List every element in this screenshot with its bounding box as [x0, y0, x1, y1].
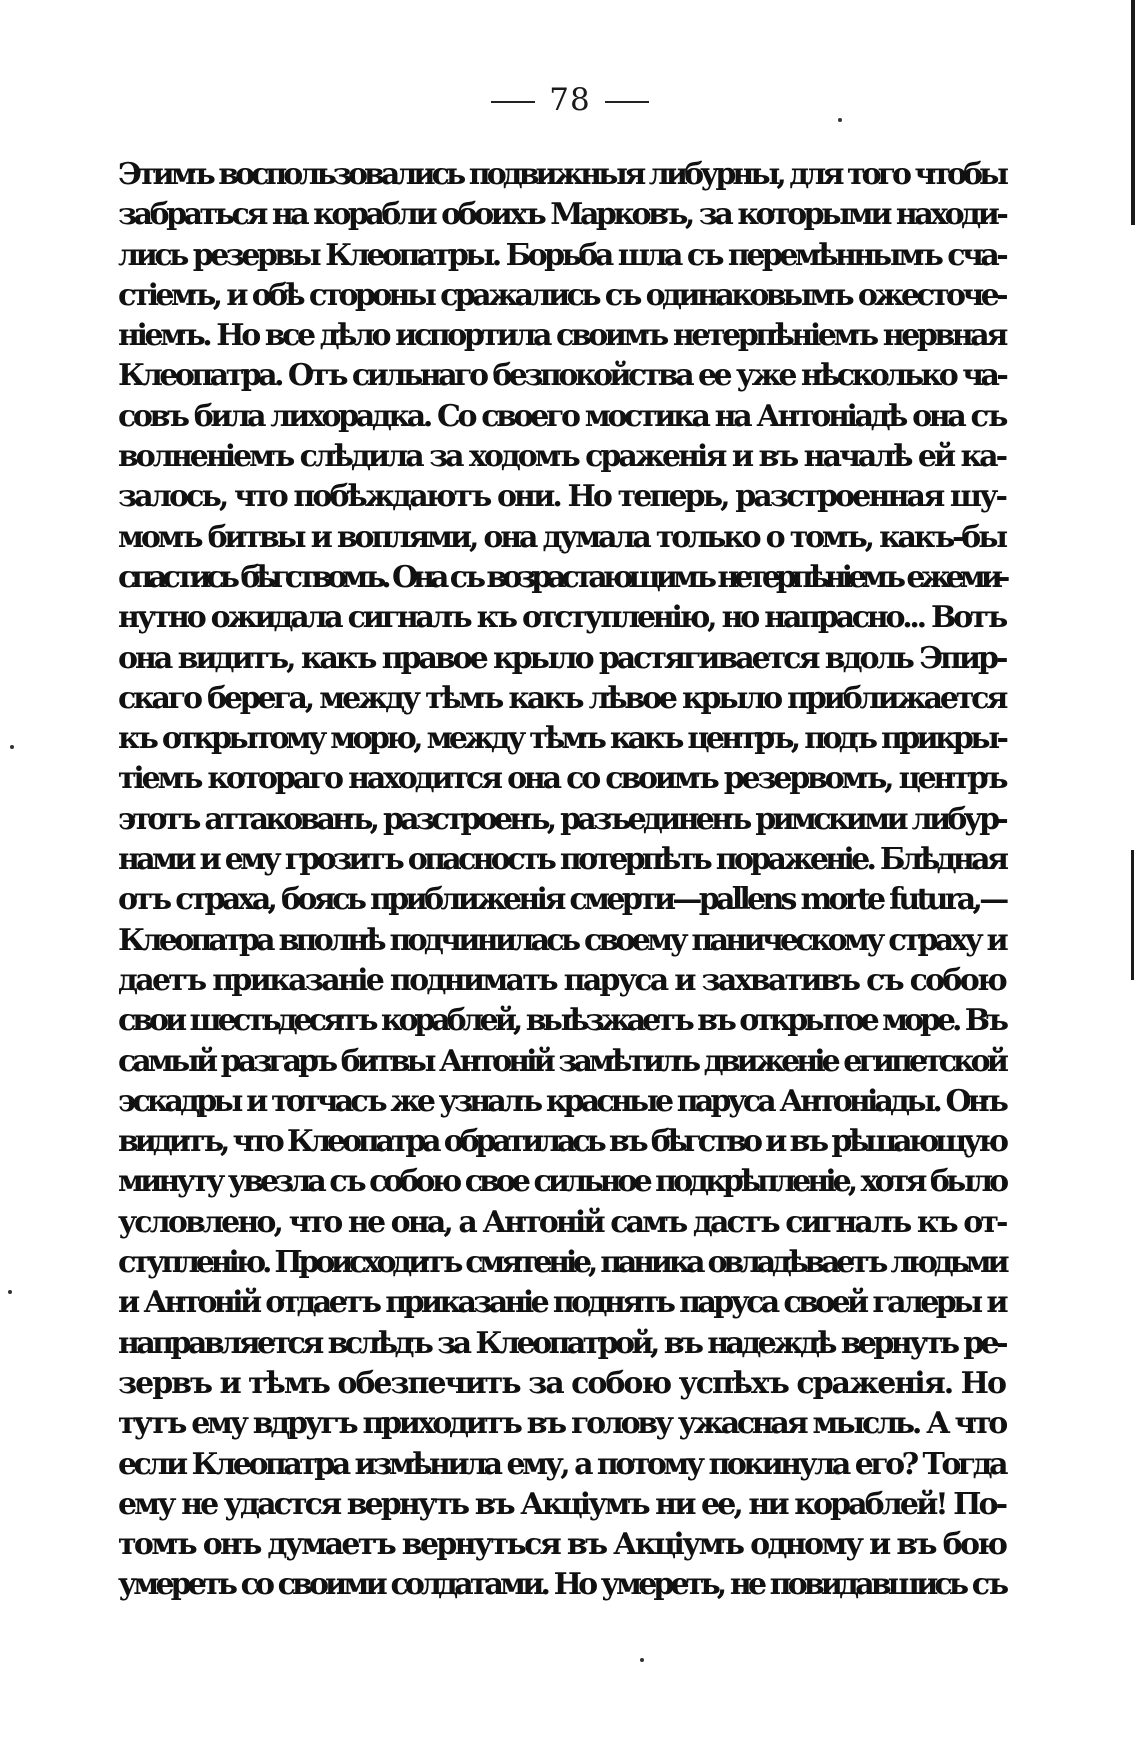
text-line: и Антоній отдаетъ приказаніе поднять паруса своей галеры и [118, 1285, 1005, 1321]
text-line: Клеопатра. Отъ сильнаго безпокойства ее уже нѣсколько ча- [118, 358, 1006, 394]
text-line: спастись бѣгствомъ. Она съ возрастающимъ нетерпѣніемъ ежеми- [118, 559, 1006, 595]
text-line: волненіемъ слѣдила за ходомъ сраженія и въ началѣ ей ка- [118, 439, 1005, 475]
scan-speck [838, 118, 842, 122]
scan-speck [8, 1290, 12, 1294]
text-line: ступленію. Происходитъ смятеніе, паника овладѣваетъ людьми [118, 1245, 1006, 1281]
text-line: умереть со своими солдатами. Но умереть, не повидавшись съ [118, 1567, 1006, 1603]
text-line: скаго берега, между тѣмъ какъ лѣвое крыло приближается [118, 680, 1006, 716]
text-line: эскадры и тотчасъ же узналъ красные паруса Антоніады. Онъ [118, 1083, 1005, 1119]
page-number [0, 82, 1140, 118]
body-text [118, 155, 1005, 1606]
text-line: совъ била лихорадка. Со своего мостика на Антоніадѣ она съ [118, 398, 1006, 434]
text-line: видитъ, что Клеопатра обратилась въ бѣгство и въ рѣшающую [118, 1124, 1005, 1160]
text-line: забраться на корабли обоихъ Марковъ, за которыми находи- [118, 197, 1006, 233]
text-line: тутъ ему вдругъ приходитъ въ голову ужасная мысль. А что [118, 1406, 1005, 1442]
text-line: тіемъ котораго находится она со своимъ резервомъ, центръ [118, 761, 1006, 797]
text-line: залось, что побѣждаютъ они. Но теперь, разстроенная шу- [118, 479, 1006, 515]
text-line: ему не удастся вернуть въ Акціумъ ни ее, ни кораблей! По- [118, 1486, 1006, 1522]
page-number-value: 78 [549, 82, 591, 118]
text-line: свои шестьдесятъ кораблей, выѣзжаетъ въ открытое море. Въ [118, 1003, 1005, 1039]
text-line: Клеопатра вполнѣ подчинилась своему паническому страху и [118, 922, 1005, 958]
text-line: томъ онъ думаетъ вернуться въ Акціумъ одному и въ бою [118, 1527, 1006, 1563]
page-number-dash-left [491, 101, 535, 103]
text-line: если Клеопатра измѣнила ему, а потому покинула его? Тогда [118, 1446, 1005, 1482]
text-line: она видитъ, какъ правое крыло растягивается вдоль Эпир- [118, 640, 1006, 676]
text-line: нутно ожидала сигналъ къ отступленію, но напрасно... Вотъ [118, 600, 1005, 636]
text-line: даетъ приказаніе поднимать паруса и захвативъ съ собою [118, 962, 1005, 998]
text-line: направляется вслѣдъ за Клеопатрой, въ надеждѣ вернуть ре- [118, 1325, 1005, 1361]
text-line: этотъ аттакованъ, разстроенъ, разъединенъ римскими либур- [118, 801, 1005, 837]
page-number-dash-right [605, 101, 649, 103]
text-line: стіемъ, и обѣ стороны сражались съ одинаковымъ ожесточе- [118, 277, 1005, 313]
scan-speck [10, 745, 14, 749]
text-line: самый разгаръ битвы Антоній замѣтилъ движеніе египетской [118, 1043, 1005, 1079]
text-line: Этимъ воспользовались подвижныя либурны, для того чтобы [118, 157, 1006, 192]
text-line: нами и ему грозитъ опасность потерпѣть пораженіе. Блѣдная [118, 842, 1006, 878]
text-line: отъ страха, боясь приближенія смерти—pallens morte futura,— [118, 882, 1006, 918]
scan-speck [640, 1658, 644, 1662]
text-line: момъ битвы и воплями, она думала только о томъ, какъ-бы [118, 519, 1005, 555]
text-line: зервъ и тѣмъ обезпечить за собою успѣхъ сраженія. Но [118, 1365, 1005, 1401]
text-line: ніемъ. Но все дѣло испортила своимъ нетерпѣніемъ нервная [118, 318, 1005, 354]
text-line: минуту увезла съ собою свое сильное подкрѣпленіе, хотя было [118, 1164, 1006, 1200]
text-line: къ открытому морю, между тѣмъ какъ центръ, подъ прикры- [118, 721, 1006, 757]
scan-margin-edge-middle [1131, 850, 1134, 980]
text-line: условлено, что не она, а Антоній самъ дастъ сигналъ къ от- [118, 1204, 1006, 1240]
text-line: лись резервы Клеопатры. Борьба шла съ перемѣннымъ сча- [118, 237, 1006, 273]
